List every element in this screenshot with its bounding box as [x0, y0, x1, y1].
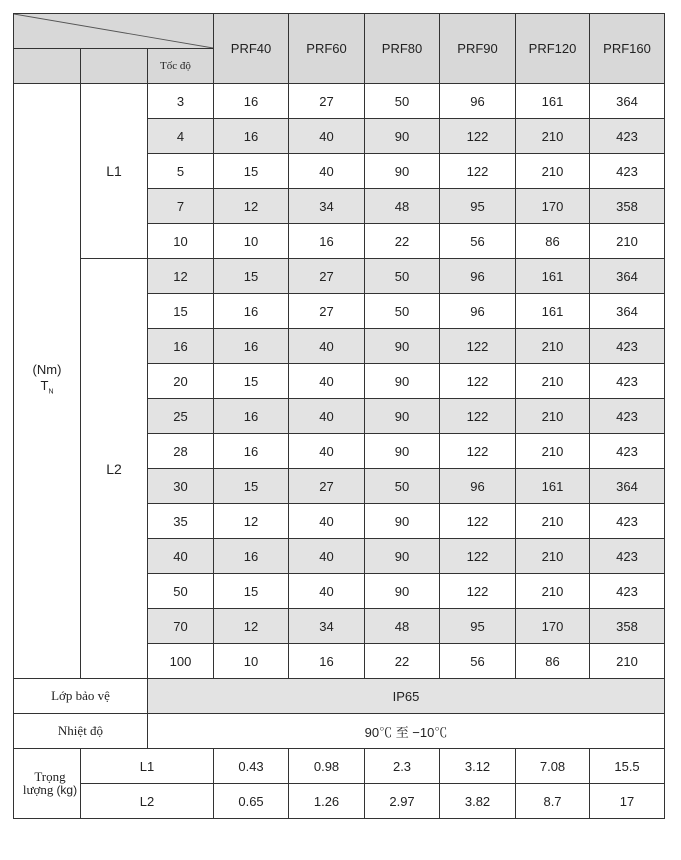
torque-value-cell: 90	[365, 434, 440, 469]
torque-value-cell: 90	[365, 154, 440, 189]
torque-value-cell: 16	[214, 119, 289, 154]
weight-value-cell: 8.7	[516, 784, 590, 819]
header-blank-cell	[14, 49, 81, 84]
torque-value-cell: 210	[516, 504, 590, 539]
torque-value-cell: 40	[289, 329, 365, 364]
model-header: PRF60	[289, 14, 365, 84]
speed-cell: 4	[148, 119, 214, 154]
torque-value-cell: 122	[440, 504, 516, 539]
torque-value-cell: 423	[590, 539, 665, 574]
torque-value-cell: 423	[590, 434, 665, 469]
torque-value-cell: 161	[516, 294, 590, 329]
torque-value-cell: 50	[365, 259, 440, 294]
weight-label-line2	[20, 783, 80, 797]
weight-unit: (kg)	[56, 783, 78, 797]
torque-value-cell: 50	[365, 84, 440, 119]
torque-value-cell: 95	[440, 189, 516, 224]
torque-value-cell: 34	[289, 609, 365, 644]
table-row	[14, 84, 665, 119]
speed-cell: 50	[148, 574, 214, 609]
torque-value-cell: 56	[440, 644, 516, 679]
speed-cell: 35	[148, 504, 214, 539]
torque-value-cell: 210	[590, 224, 665, 259]
speed-cell: 12	[148, 259, 214, 294]
model-header: PRF40	[214, 14, 289, 84]
torque-value-cell: 122	[440, 119, 516, 154]
torque-value-cell: 48	[365, 609, 440, 644]
torque-value-cell: 161	[516, 469, 590, 504]
torque-value-cell: 40	[289, 504, 365, 539]
torque-value-cell: 50	[365, 294, 440, 329]
weight-value-cell: 15.5	[590, 749, 665, 784]
torque-value-cell: 16	[214, 329, 289, 364]
weight-value-cell: 0.43	[214, 749, 289, 784]
torque-value-cell: 40	[289, 119, 365, 154]
torque-value-cell: 22	[365, 224, 440, 259]
torque-value-cell: 210	[516, 399, 590, 434]
torque-value-cell: 364	[590, 84, 665, 119]
header-blank-cell	[81, 49, 148, 84]
protection-label: Lớp bảo vệ	[14, 679, 148, 714]
model-header: PRF120	[516, 14, 590, 84]
torque-value-cell: 122	[440, 329, 516, 364]
torque-value-cell: 96	[440, 469, 516, 504]
torque-value-cell: 161	[516, 259, 590, 294]
weight-value-cell: 17	[590, 784, 665, 819]
torque-value-cell: 423	[590, 329, 665, 364]
torque-value-cell: 86	[516, 224, 590, 259]
group-label-l2: L2	[81, 259, 148, 679]
torque-symbol	[14, 378, 80, 401]
torque-value-cell: 16	[214, 399, 289, 434]
weight-value-cell: 3.12	[440, 749, 516, 784]
torque-symbol-subscript: N	[48, 388, 54, 396]
weight-value-cell: 2.97	[365, 784, 440, 819]
torque-value-cell: 34	[289, 189, 365, 224]
torque-value-cell: 364	[590, 259, 665, 294]
torque-value-cell: 423	[590, 119, 665, 154]
torque-value-cell: 96	[440, 259, 516, 294]
torque-value-cell: 16	[289, 644, 365, 679]
torque-symbol-letter: T	[40, 377, 49, 393]
torque-value-cell: 96	[440, 294, 516, 329]
torque-value-cell: 210	[516, 434, 590, 469]
torque-value-cell: 40	[289, 434, 365, 469]
torque-value-cell: 122	[440, 364, 516, 399]
model-header: PRF160	[590, 14, 665, 84]
torque-value-cell: 122	[440, 539, 516, 574]
weight-value-cell: 0.98	[289, 749, 365, 784]
torque-value-cell: 210	[516, 539, 590, 574]
torque-value-cell: 50	[365, 469, 440, 504]
torque-value-cell: 12	[214, 504, 289, 539]
torque-value-cell: 170	[516, 609, 590, 644]
torque-value-cell: 122	[440, 399, 516, 434]
weight-value-cell: 0.65	[214, 784, 289, 819]
speed-cell: 20	[148, 364, 214, 399]
torque-value-cell: 170	[516, 189, 590, 224]
torque-value-cell: 423	[590, 504, 665, 539]
torque-value-cell: 210	[590, 644, 665, 679]
weight-row	[14, 784, 665, 819]
weight-label-line1: Trọng	[34, 769, 66, 784]
torque-value-cell: 90	[365, 329, 440, 364]
torque-value-cell: 40	[289, 399, 365, 434]
torque-value-cell: 16	[214, 434, 289, 469]
torque-value-cell: 90	[365, 574, 440, 609]
weight-row	[14, 749, 665, 784]
torque-value-cell: 27	[289, 259, 365, 294]
weight-label-cell	[14, 749, 81, 819]
torque-value-cell: 48	[365, 189, 440, 224]
torque-value-cell: 16	[289, 224, 365, 259]
speed-cell: 40	[148, 539, 214, 574]
torque-value-cell: 90	[365, 399, 440, 434]
weight-label-word: lượng	[22, 782, 54, 797]
speed-cell: 5	[148, 154, 214, 189]
torque-value-cell: 16	[214, 539, 289, 574]
torque-value-cell: 210	[516, 364, 590, 399]
torque-value-cell: 210	[516, 574, 590, 609]
torque-value-cell: 423	[590, 399, 665, 434]
weight-value-cell: 2.3	[365, 749, 440, 784]
speed-cell: 7	[148, 189, 214, 224]
torque-value-cell: 15	[214, 574, 289, 609]
weight-group-label: L1	[81, 749, 214, 784]
temperature-value: 90℃ 至 −10℃	[148, 714, 665, 749]
torque-value-cell: 90	[365, 119, 440, 154]
torque-value-cell: 210	[516, 154, 590, 189]
speed-cell: 70	[148, 609, 214, 644]
torque-value-cell: 40	[289, 154, 365, 189]
torque-value-cell: 15	[214, 364, 289, 399]
speed-cell: 28	[148, 434, 214, 469]
model-header: PRF80	[365, 14, 440, 84]
torque-value-cell: 122	[440, 154, 516, 189]
weight-value-cell: 7.08	[516, 749, 590, 784]
torque-value-cell: 10	[214, 644, 289, 679]
table-row	[14, 259, 665, 294]
weight-group-label: L2	[81, 784, 214, 819]
torque-value-cell: 22	[365, 644, 440, 679]
model-header: PRF90	[440, 14, 516, 84]
torque-value-cell: 16	[214, 84, 289, 119]
torque-value-cell: 15	[214, 154, 289, 189]
spec-table-body	[14, 14, 665, 819]
torque-value-cell: 423	[590, 154, 665, 189]
torque-value-cell: 423	[590, 574, 665, 609]
temperature-label: Nhiệt độ	[14, 714, 148, 749]
speed-cell: 30	[148, 469, 214, 504]
weight-value-cell: 1.26	[289, 784, 365, 819]
protection-value: IP65	[148, 679, 665, 714]
torque-value-cell: 15	[214, 469, 289, 504]
torque-value-cell: 96	[440, 84, 516, 119]
diagonal-line	[14, 14, 213, 48]
torque-value-cell: 10	[214, 224, 289, 259]
group-label-l1: L1	[81, 84, 148, 259]
torque-value-cell: 122	[440, 434, 516, 469]
torque-value-cell: 15	[214, 259, 289, 294]
torque-value-cell: 40	[289, 539, 365, 574]
spec-table	[13, 13, 665, 819]
torque-value-cell: 210	[516, 119, 590, 154]
torque-value-cell: 90	[365, 539, 440, 574]
temperature-row	[14, 714, 665, 749]
torque-value-cell: 364	[590, 469, 665, 504]
weight-value-cell: 3.82	[440, 784, 516, 819]
torque-value-cell: 358	[590, 189, 665, 224]
torque-value-cell: 364	[590, 294, 665, 329]
torque-value-cell: 16	[214, 294, 289, 329]
torque-value-cell: 56	[440, 224, 516, 259]
torque-unit: (Nm)	[32, 361, 62, 377]
speed-cell: 3	[148, 84, 214, 119]
torque-value-cell: 27	[289, 84, 365, 119]
speed-cell: 15	[148, 294, 214, 329]
torque-value-cell: 12	[214, 609, 289, 644]
torque-value-cell: 122	[440, 574, 516, 609]
torque-value-cell: 210	[516, 329, 590, 364]
torque-value-cell: 12	[214, 189, 289, 224]
torque-label-cell	[14, 84, 81, 679]
torque-value-cell: 358	[590, 609, 665, 644]
protection-row	[14, 679, 665, 714]
torque-value-cell: 40	[289, 364, 365, 399]
torque-value-cell: 423	[590, 364, 665, 399]
torque-value-cell: 90	[365, 504, 440, 539]
torque-value-cell: 40	[289, 574, 365, 609]
speed-header: Tốc độ	[148, 49, 214, 84]
speed-cell: 10	[148, 224, 214, 259]
torque-value-cell: 27	[289, 469, 365, 504]
speed-cell: 100	[148, 644, 214, 679]
torque-value-cell: 95	[440, 609, 516, 644]
corner-diagonal-cell	[14, 14, 214, 49]
torque-value-cell: 86	[516, 644, 590, 679]
torque-value-cell: 27	[289, 294, 365, 329]
speed-cell: 25	[148, 399, 214, 434]
speed-cell: 16	[148, 329, 214, 364]
torque-value-cell: 161	[516, 84, 590, 119]
header-row	[14, 14, 665, 49]
torque-value-cell: 90	[365, 364, 440, 399]
